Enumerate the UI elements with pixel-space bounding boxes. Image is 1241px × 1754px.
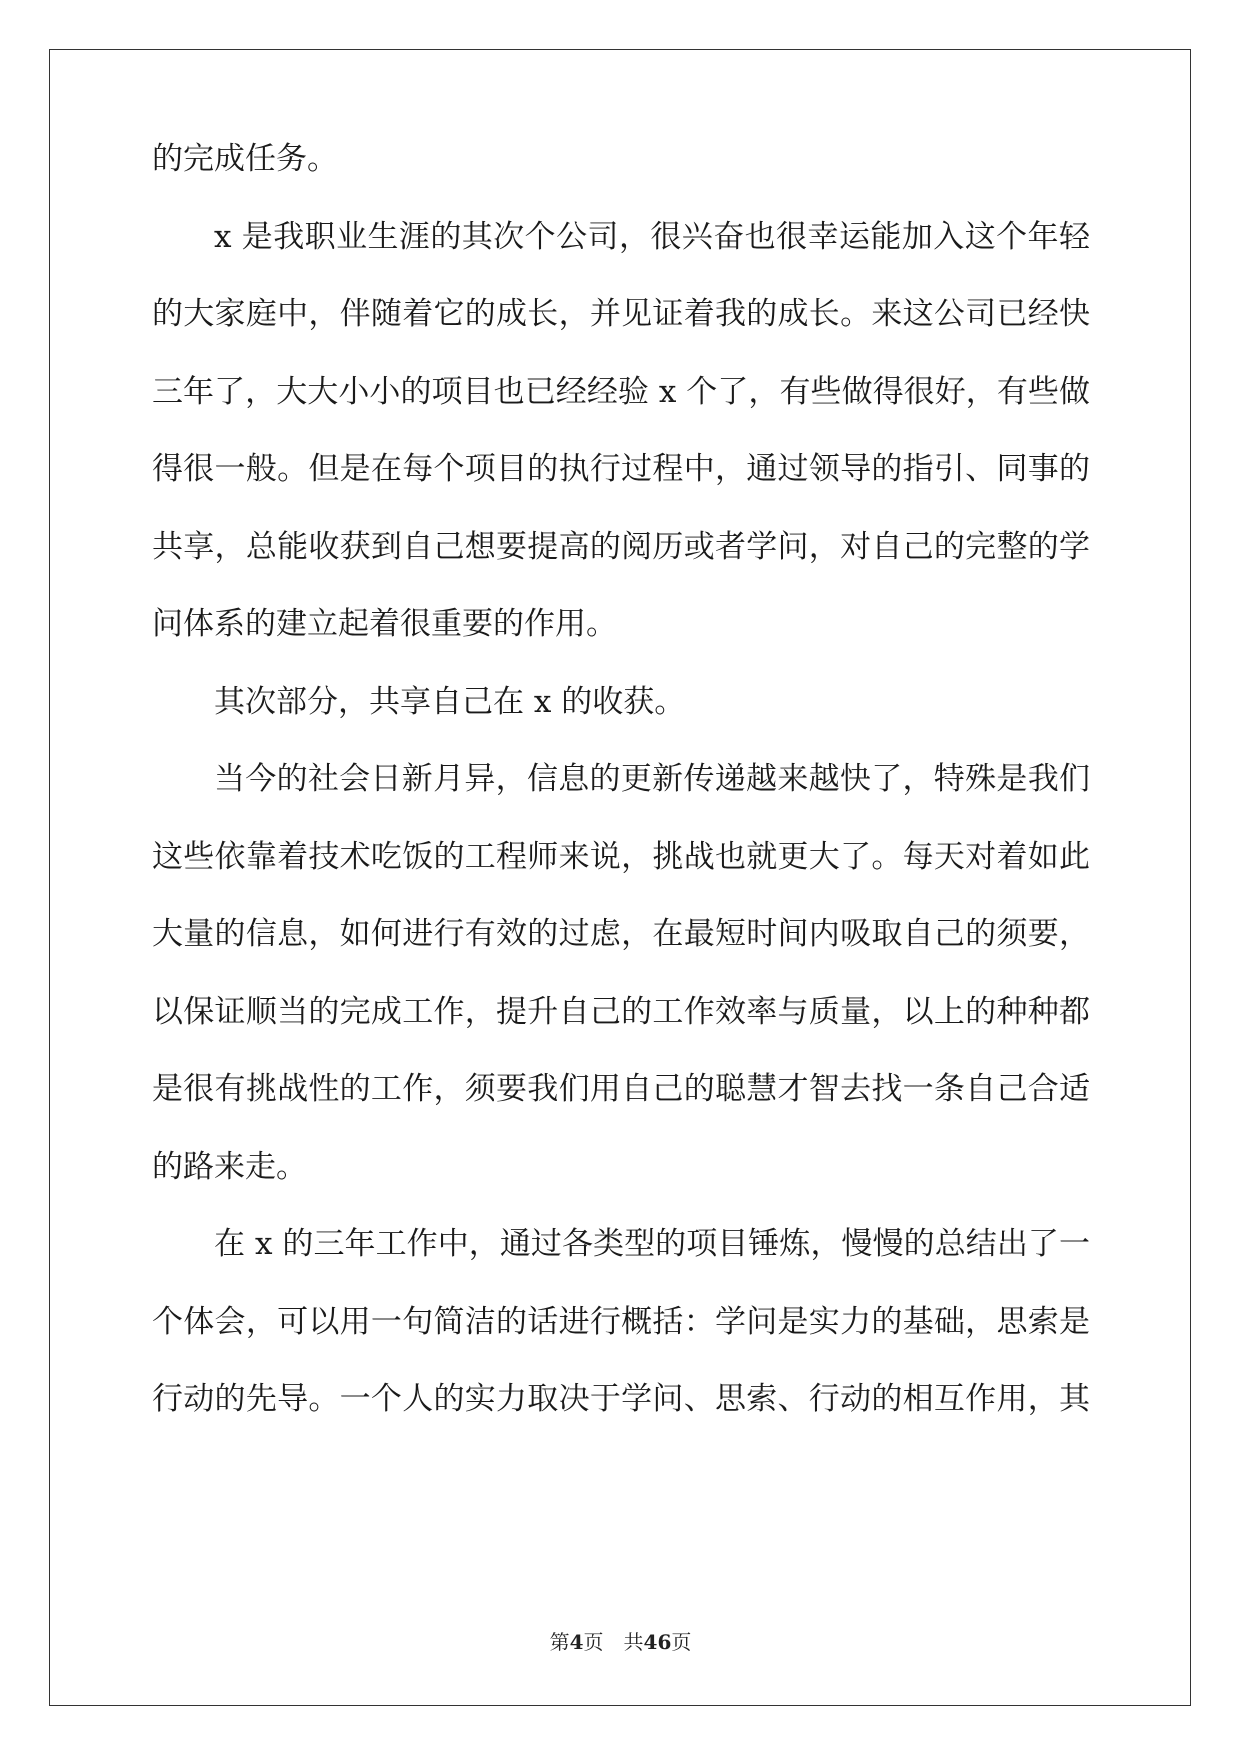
text-line: 的大家庭中，伴随着它的成长，并见证着我的成长。来这公司已经快 <box>152 296 1090 332</box>
text-line: 问体系的建立起着很重要的作用。 <box>152 606 617 642</box>
text-line: 大量的信息，如何进行有效的过虑，在最短时间内吸取自己的须要， <box>152 916 1090 952</box>
text-line: 的路来走。 <box>152 1148 307 1185</box>
footer-prefix: 第 <box>549 1630 570 1654</box>
text-line: 这些依靠着技术吃饭的工程师来说，挑战也就更大了。每天对着如此 <box>152 838 1090 875</box>
text-line: x 是我职业生涯的其次个公司，很兴奋也很幸运能加入这个年轻 <box>214 218 1090 255</box>
document-body <box>152 141 1090 1439</box>
current-page-number: 4 <box>569 1630 584 1654</box>
footer-mid: 页 共 <box>583 1630 644 1654</box>
text-line: 的完成任务。 <box>152 141 338 177</box>
text-line: 行动的先导。一个人的实力取决于学问、思索、行动的相互作用，其 <box>152 1381 1090 1417</box>
text-line: 当今的社会日新月异，信息的更新传递越来越快了，特殊是我们 <box>214 761 1090 797</box>
text-line: 其次部分，共享自己在 x 的收获。 <box>214 683 686 720</box>
footer-suffix: 页 <box>671 1630 692 1654</box>
text-line: 以保证顺当的完成工作，提升自己的工作效率与质量，以上的种种都 <box>152 993 1090 1030</box>
text-line: 是很有挑战性的工作，须要我们用自己的聪慧才智去找一条自己合适 <box>152 1071 1090 1107</box>
text-line: 个体会，可以用一句简洁的话进行概括：学问是实力的基础，思索是 <box>152 1303 1090 1340</box>
text-line: 共享，总能收获到自己想要提高的阅历或者学问，对自己的完整的学 <box>152 528 1090 565</box>
page-footer <box>0 1626 1241 1655</box>
text-line: 三年了，大大小小的项目也已经经验 x 个了，有些做得很好，有些做 <box>152 373 1090 410</box>
text-line: 在 x 的三年工作中，通过各类型的项目锤炼，慢慢的总结出了一 <box>214 1226 1090 1262</box>
total-page-count: 46 <box>643 1630 672 1654</box>
text-line: 得很一般。但是在每个项目的执行过程中，通过领导的指引、同事的 <box>152 451 1090 487</box>
